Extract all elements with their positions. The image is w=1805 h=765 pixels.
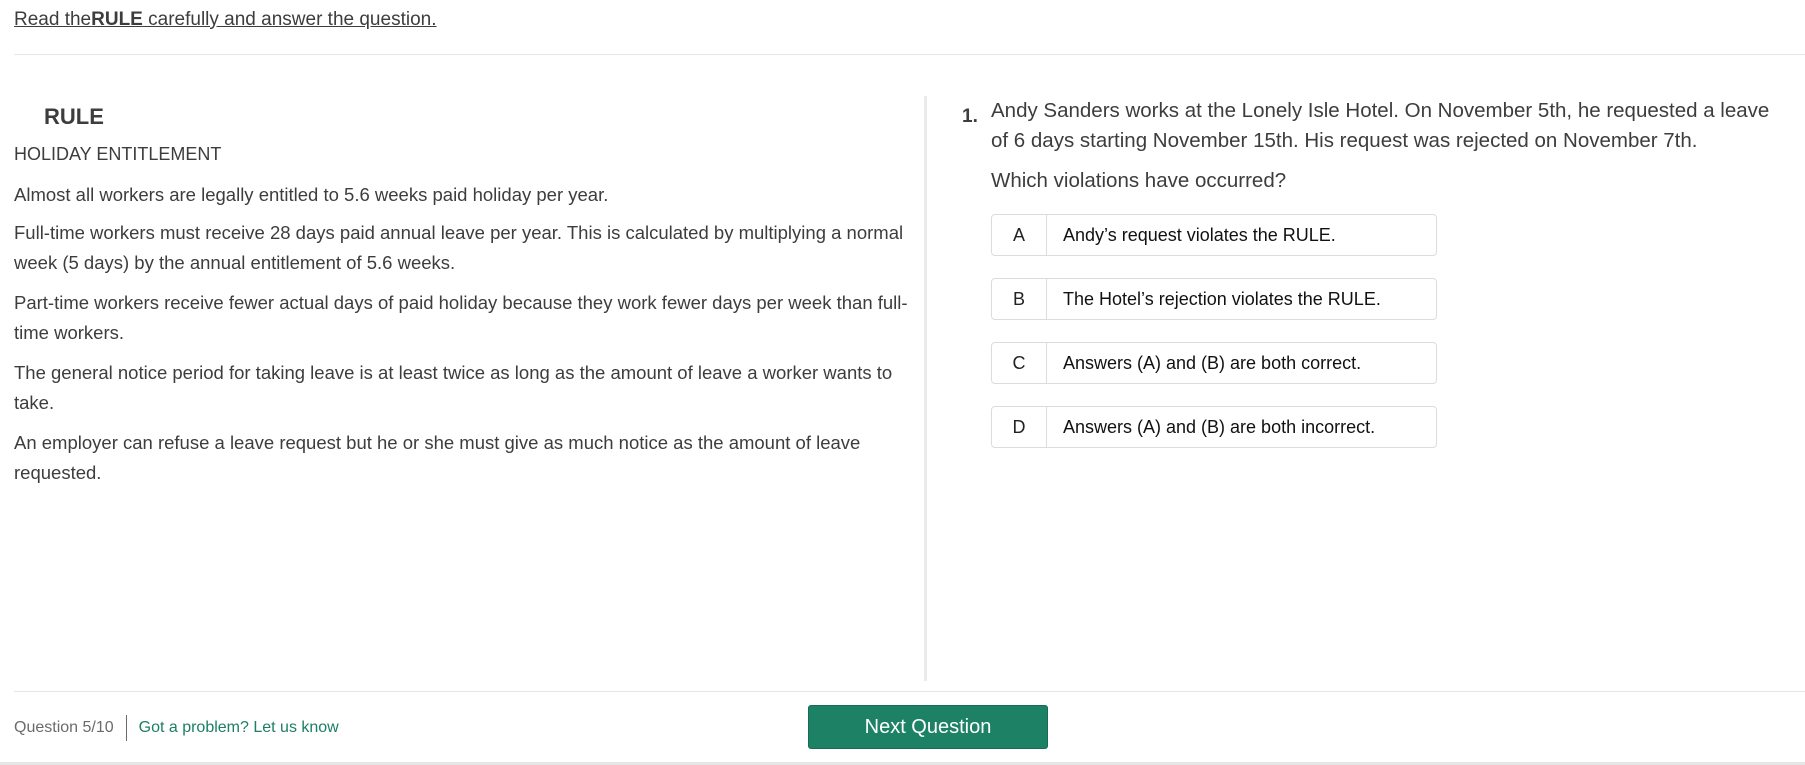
option-text: The Hotel’s rejection violates the RULE. bbox=[1063, 288, 1381, 309]
instruction-text bbox=[14, 9, 436, 31]
option-b[interactable] bbox=[991, 278, 1437, 320]
question-number: 1. bbox=[962, 106, 978, 127]
rule-heading: RULE bbox=[44, 104, 104, 129]
option-letter: C bbox=[992, 343, 1047, 383]
question-text: Andy Sanders works at the Lonely Isle Hotel. On November 5th, he requested a leave of 6 days starting November 15th. His request was rejected on November 7th. bbox=[991, 99, 1770, 152]
rule-panel bbox=[14, 96, 914, 488]
instruction-rule-bold: RULE bbox=[91, 9, 143, 30]
report-problem-link[interactable]: Got a problem? Let us know bbox=[138, 719, 339, 736]
footer-left bbox=[14, 715, 339, 741]
rule-paragraph: The general notice period for taking leave is at least twice as long as the amount of leave a worker wants to take. bbox=[14, 362, 893, 413]
rule-paragraph: An employer can refuse a leave request but he or she must give as much notice as the amount of leave requested. bbox=[14, 432, 861, 483]
footer-separator bbox=[126, 715, 127, 741]
option-letter: D bbox=[992, 407, 1047, 447]
footer-divider bbox=[14, 691, 1805, 692]
rule-subheading: HOLIDAY ENTITLEMENT bbox=[14, 144, 222, 164]
option-text: Answers (A) and (B) are both correct. bbox=[1063, 352, 1362, 373]
instruction-suffix: carefully and answer the question. bbox=[142, 9, 437, 30]
option-d[interactable] bbox=[991, 406, 1437, 448]
answer-options bbox=[991, 214, 1437, 470]
rule-paragraph: Part-time workers receive fewer actual days of paid holiday because they work fewer days per week than full-time workers. bbox=[14, 292, 908, 343]
option-letter: A bbox=[992, 215, 1047, 255]
option-a[interactable] bbox=[991, 214, 1437, 256]
rule-paragraph: Full-time workers must receive 28 days paid annual leave per year. This is calculated by multiplying a normal week (5 days) by the annual entitlement of 5.6 weeks. bbox=[14, 222, 904, 273]
panel-divider bbox=[924, 96, 927, 681]
instruction-prefix: Read the bbox=[14, 9, 92, 30]
question-counter: Question 5/10 bbox=[14, 719, 114, 736]
next-question-button[interactable]: Next Question bbox=[808, 705, 1048, 749]
option-text: Answers (A) and (B) are both incorrect. bbox=[1063, 416, 1376, 437]
option-letter: B bbox=[992, 279, 1047, 319]
question-prompt: Which violations have occurred? bbox=[991, 169, 1287, 192]
option-text: Andy’s request violates the RULE. bbox=[1063, 224, 1336, 245]
top-divider bbox=[14, 54, 1805, 55]
option-c[interactable] bbox=[991, 342, 1437, 384]
rule-paragraph: Almost all workers are legally entitled to 5.6 weeks paid holiday per year. bbox=[14, 184, 609, 205]
